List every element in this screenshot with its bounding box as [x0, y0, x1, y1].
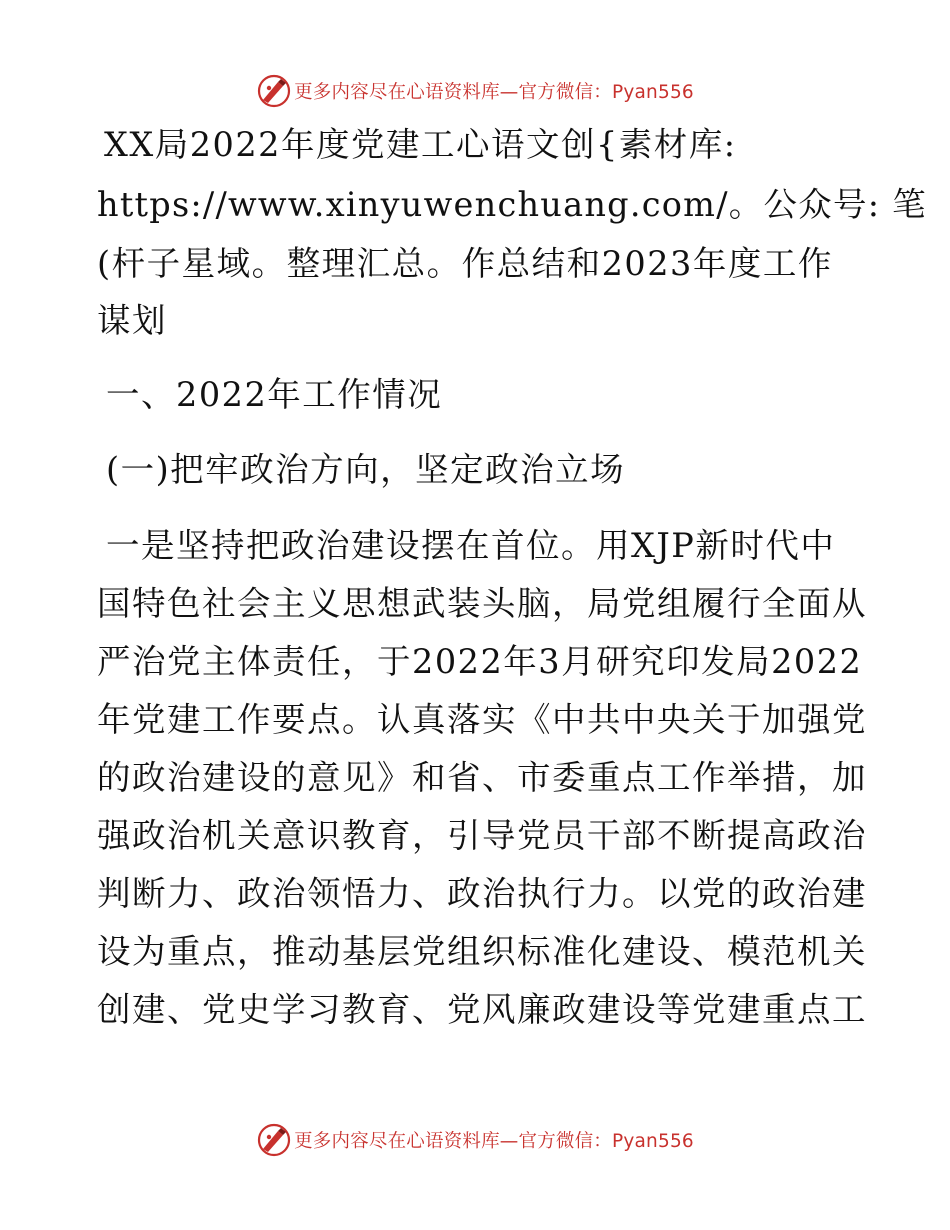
header-watermark-banner — [0, 71, 950, 111]
body-line-7: 判断力、政治领悟力、政治执行力。以党的政治建 — [97, 874, 867, 913]
section-heading: 一、2022年工作情况 — [106, 375, 443, 414]
body-line-5: 的政治建设的意见》和省、市委重点工作举措，加 — [97, 758, 867, 797]
body-line-1: 一是坚持把政治建设摆在首位。用XJP新时代中 — [106, 526, 836, 565]
title-line-2: https://www.xinyuwenchuang.com/。公众号: 笔 — [97, 185, 927, 224]
title-line-1: XX局2022年度党建工心语文创{素材库: — [104, 125, 737, 164]
footer-watermark-banner — [0, 1120, 950, 1160]
body-line-3: 严治党主体责任，于2022年3月研究印发局2022 — [97, 642, 863, 681]
pen-logo-icon — [256, 1122, 292, 1158]
body-line-9: 创建、党史学习教育、党风廉政建设等党建重点工 — [97, 990, 867, 1029]
watermark-text: 更多内容尽在心语资料库—官方微信：Pyan556 — [294, 1131, 694, 1152]
body-line-4: 年党建工作要点。认真落实《中共中央关于加强党 — [97, 700, 867, 739]
body-line-8: 设为重点，推动基层党组织标准化建设、模范机关 — [97, 932, 867, 971]
title-line-4: 谋划 — [97, 301, 167, 340]
body-line-2: 国特色社会主义思想武装头脑，局党组履行全面从 — [97, 584, 867, 623]
pen-logo-icon — [256, 73, 292, 109]
body-line-6: 强政治机关意识教育，引导党员干部不断提高政治 — [97, 816, 867, 855]
watermark-text: 更多内容尽在心语资料库—官方微信：Pyan556 — [294, 82, 694, 103]
subsection-heading: (一)把牢政治方向，坚定政治立场 — [106, 450, 626, 489]
title-line-3: (杆子星域。整理汇总。作总结和2023年度工作 — [97, 244, 833, 283]
